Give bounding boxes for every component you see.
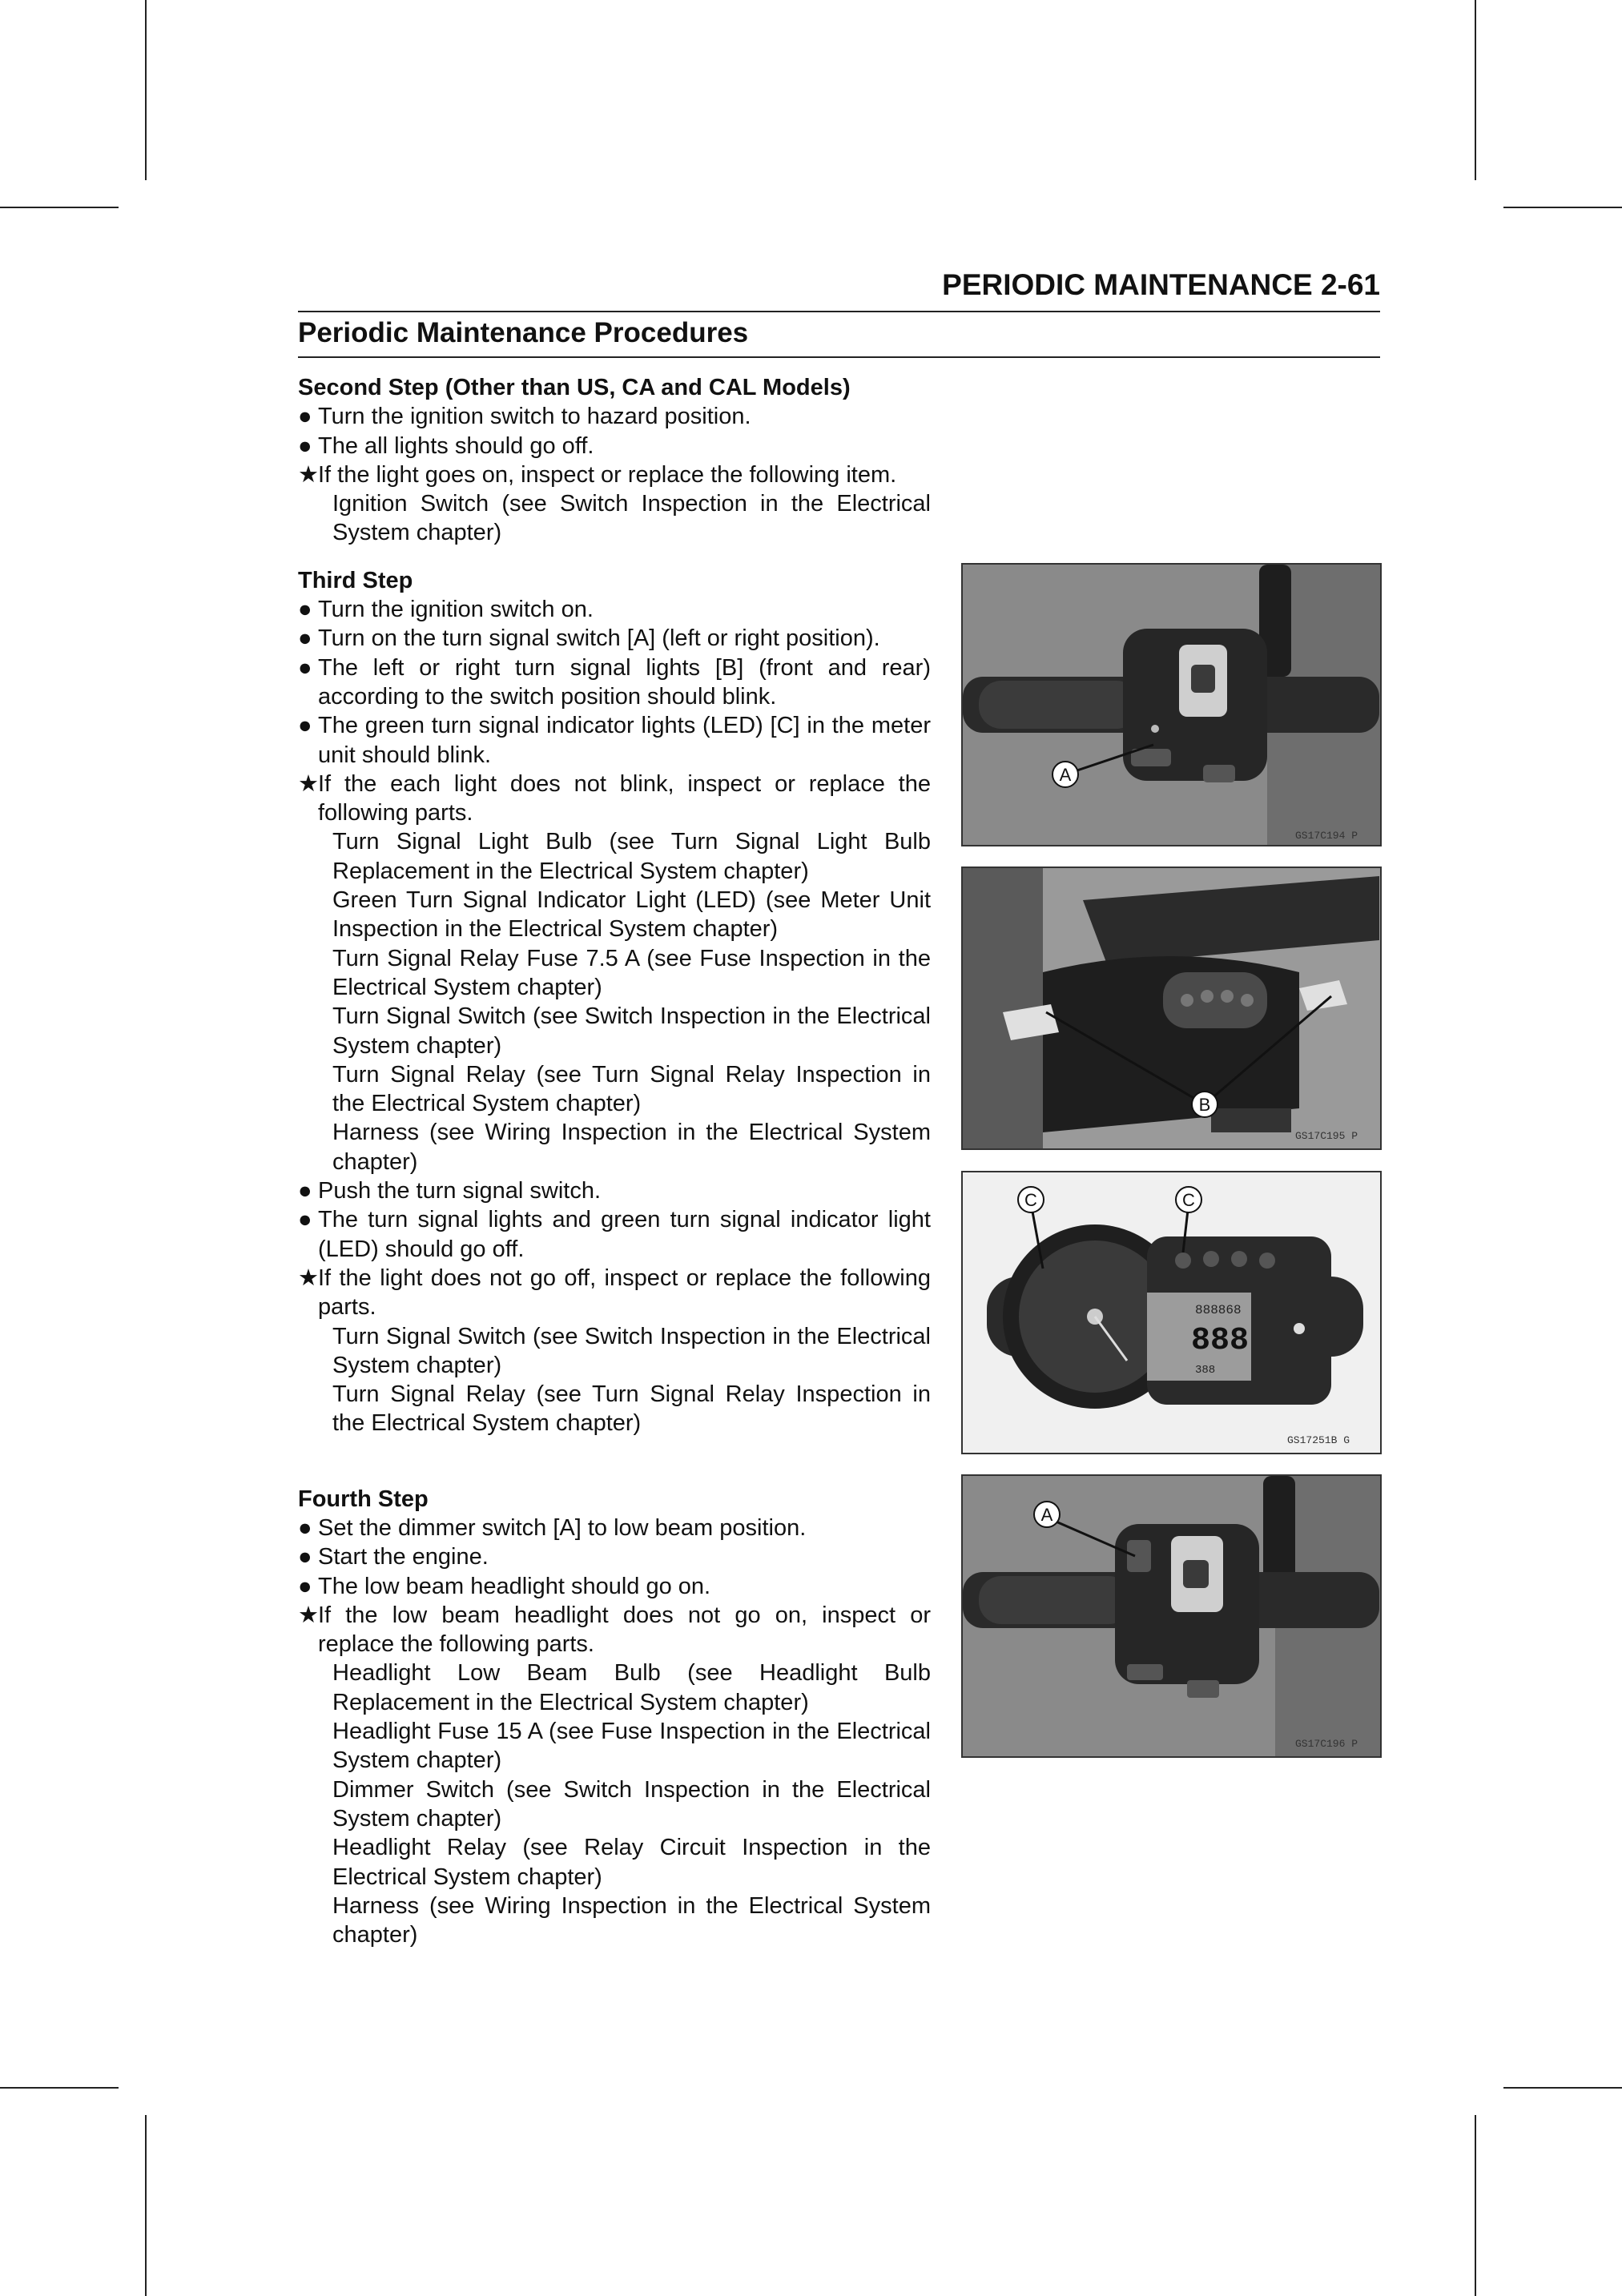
procedure-bullet <box>298 1176 931 1205</box>
line-text: Turn on the turn signal switch [A] (left or right position). <box>318 625 880 652</box>
inspection-item: Harness (see Wiring Inspection in the Electrical System chapter) <box>332 1120 931 1175</box>
bullet-icon: ● <box>298 432 312 459</box>
inspection-item: Ignition Switch (see Switch Inspection in the Electrical System chapter) <box>332 491 931 546</box>
star-icon: ★ <box>298 1602 319 1628</box>
lcd-trip: 388 <box>1195 1364 1216 1377</box>
inspection-item: Turn Signal Relay (see Turn Signal Relay Inspection in the Electrical System chapter) <box>332 1381 931 1437</box>
bullet-icon: ● <box>298 1178 312 1204</box>
second-step-title: Second Step (Other than US, CA and CAL Models) <box>298 375 851 400</box>
bullet-icon: ● <box>298 654 312 681</box>
callout-label: B <box>1198 1095 1211 1115</box>
crop-mark <box>145 2115 147 2296</box>
bullet-icon: ● <box>298 625 312 652</box>
inspection-item: Headlight Fuse 15 A (see Fuse Inspection in the Electrical System chapter) <box>332 1719 931 1774</box>
inspection-item: Turn Signal Relay Fuse 7.5 A (see Fuse Inspection in the Electrical System chapter) <box>332 945 931 1000</box>
line-text: If the low beam headlight does not go on, inspect or replace the following parts. <box>318 1602 931 1658</box>
third-step-items <box>298 827 931 1176</box>
fourth-step-lines <box>298 1514 931 1659</box>
line-text: The green turn signal indicator lights (LED) [C] in the meter unit should blink. <box>318 713 931 768</box>
crop-mark <box>1503 207 1622 208</box>
page-header: PERIODIC MAINTENANCE 2-61 <box>942 268 1380 301</box>
crop-mark <box>1475 0 1476 180</box>
inspection-item: Turn Signal Relay (see Turn Signal Relay Inspection in the Electrical System chapter) <box>332 1061 931 1117</box>
line-text: If the light does not go off, inspect or replace the following parts. <box>318 1265 931 1321</box>
bullet-icon: ● <box>298 1544 312 1570</box>
figure-code: GS17251B G <box>1287 1434 1350 1446</box>
star-icon: ★ <box>298 1265 319 1291</box>
second-step-items <box>298 489 931 548</box>
inspection-item: Harness (see Wiring Inspection in the Electrical System chapter) <box>332 1892 931 1948</box>
section-title: Periodic Maintenance Procedures <box>298 317 749 348</box>
callout-label: C <box>1024 1190 1037 1210</box>
third-step-title: Third Step <box>298 567 413 593</box>
third-step-lines-2 <box>298 1176 931 1321</box>
bullet-icon: ● <box>298 1514 312 1541</box>
bullet-icon: ● <box>298 597 312 623</box>
procedure-bullet <box>298 1514 931 1542</box>
procedure-bullet <box>298 711 931 770</box>
line-text: The left or right turn signal lights [B] (front and rear) according to the switch position should blink. <box>318 654 931 710</box>
line-text: If the light goes on, inspect or replace the following item. <box>318 461 897 488</box>
procedure-bullet <box>298 624 931 653</box>
line-text: The turn signal lights and green turn signal indicator light (LED) should go off. <box>318 1207 931 1262</box>
figure-code: GS17C196 P <box>1295 1738 1358 1750</box>
line-text: Start the engine. <box>318 1544 489 1570</box>
procedure-bullet <box>298 402 931 431</box>
inspection-note <box>298 770 931 828</box>
line-text: The all lights should go off. <box>318 432 594 459</box>
figure-code: GS17C195 P <box>1295 1130 1358 1142</box>
inspection-item: Headlight Low Beam Bulb (see Headlight Bulb Replacement in the Electrical System chapter) <box>332 1660 931 1715</box>
inspection-note <box>298 460 931 489</box>
line-text: Push the turn signal switch. <box>318 1178 602 1204</box>
inspection-note <box>298 1264 931 1322</box>
procedure-text <box>298 373 931 1949</box>
crop-mark <box>1503 2087 1622 2089</box>
crop-mark <box>1475 2115 1476 2296</box>
bullet-icon: ● <box>298 1207 312 1233</box>
star-icon: ★ <box>298 770 319 797</box>
dimmer-switch-photo <box>961 1474 1382 1758</box>
meter-unit-photo <box>961 1171 1382 1454</box>
bullet-icon: ● <box>298 1573 312 1599</box>
procedure-bullet <box>298 1572 931 1601</box>
line-text: If the each light does not blink, inspect or replace the following parts. <box>318 770 931 826</box>
turn-signal-switch-photo <box>961 563 1382 846</box>
lcd-speed: 888 <box>1191 1323 1250 1359</box>
callout-label: A <box>1040 1505 1053 1525</box>
callout-label: C <box>1182 1190 1195 1210</box>
fourth-step-title: Fourth Step <box>298 1486 429 1512</box>
line-text: Turn the ignition switch to hazard position. <box>318 404 751 430</box>
line-text: The low beam headlight should go on. <box>318 1573 711 1599</box>
line-text: Set the dimmer switch [A] to low beam position. <box>318 1514 807 1541</box>
callout-label: A <box>1059 765 1072 785</box>
crop-mark <box>0 2087 119 2089</box>
procedure-bullet <box>298 1205 931 1264</box>
inspection-item: Green Turn Signal Indicator Light (LED) (see Meter Unit Inspection in the Electrical System chapter) <box>332 887 931 943</box>
procedure-bullet <box>298 432 931 460</box>
section-rule <box>298 356 1380 358</box>
star-icon: ★ <box>298 461 319 488</box>
figure-code: GS17C194 P <box>1295 830 1358 842</box>
line-text: Turn the ignition switch on. <box>318 597 594 623</box>
inspection-item: Turn Signal Switch (see Switch Inspection in the Electrical System chapter) <box>332 1323 931 1378</box>
inspection-item: Turn Signal Switch (see Switch Inspection in the Electrical System chapter) <box>332 1003 931 1059</box>
fourth-step-items <box>298 1659 931 1949</box>
procedure-bullet <box>298 595 931 624</box>
crop-mark <box>145 0 147 180</box>
third-step-items-2 <box>298 1322 931 1438</box>
crop-mark <box>0 207 119 208</box>
inspection-item: Turn Signal Light Bulb (see Turn Signal Light Bulb Replacement in the Electrical System chapter) <box>332 829 931 884</box>
procedure-bullet <box>298 653 931 712</box>
rear-turn-signals-photo <box>961 867 1382 1150</box>
inspection-item: Dimmer Switch (see Switch Inspection in the Electrical System chapter) <box>332 1776 931 1832</box>
second-step-lines <box>298 402 931 489</box>
third-step-lines <box>298 595 931 827</box>
bullet-icon: ● <box>298 404 312 430</box>
procedure-bullet <box>298 1542 931 1571</box>
lcd-odometer: 888868 <box>1195 1303 1242 1317</box>
inspection-item: Headlight Relay (see Relay Circuit Inspection in the Electrical System chapter) <box>332 1835 931 1890</box>
bullet-icon: ● <box>298 713 312 739</box>
inspection-note <box>298 1601 931 1659</box>
